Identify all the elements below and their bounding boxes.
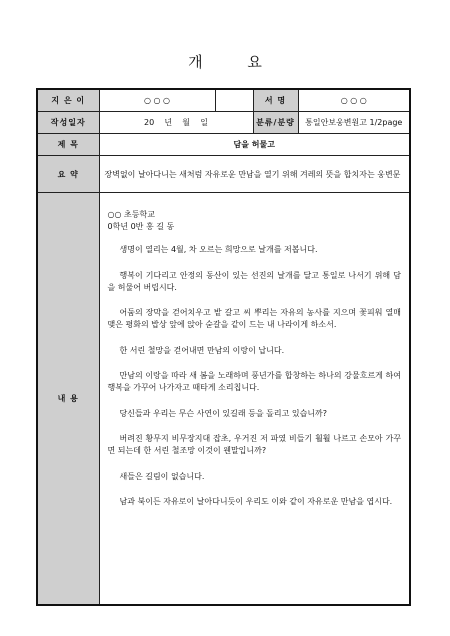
author-value: ○ ○ ○ (99, 89, 215, 112)
paragraph: 당신들과 우리는 무슨 사연이 있길래 등을 돌리고 있습니까? (119, 408, 328, 418)
summary-label: 요 약 (37, 156, 99, 193)
paragraph: 버려진 황무지 비무장지대 잡초, 우거진 저 파였 비들기 훨훨 나르고 손모아 가꾸면 되는데 한 서린 철조망 이것이 웬말입니까? (107, 434, 401, 455)
subject-value: 담을 허물고 (99, 134, 410, 156)
student-name: 0학년 0반 홍 길 동 (107, 222, 175, 231)
paragraph: 어둠의 장막을 걷어치우고 밭 갈고 씨 뿌리는 자유의 농사를 지으며 꽃피워 열매 맺은 평화의 밥상 앞에 앉아 숟갈을 같이 드는 내 나라이게 하소서. (107, 308, 401, 329)
reviewer-value: ○ ○ ○ (298, 89, 410, 112)
paragraph: 한 서린 철망을 걷어내면 만남의 이랑이 납니다. (119, 345, 285, 355)
date-value: 20 년 월 일 (99, 112, 253, 134)
page-title: 개 요 (188, 53, 282, 71)
category-label: 분류/분량 (253, 112, 298, 134)
paragraph: 행복이 기다리고 안정의 동산이 있는 선진의 날개를 달고 통일로 나서기 위해 담을 허물어 버립시다. (107, 270, 401, 292)
content-body (99, 193, 410, 606)
summary-value: 장벽없이 날아다니는 새처럼 자유로운 만남을 열기 위해 겨레의 뜻을 합치자는 웅변문 (99, 156, 410, 193)
paragraph: 남과 북이든 자유로이 날아다니듯이 우리도 이와 같이 자유로운 만남을 엽시다. (119, 497, 393, 506)
school-name: ○○ 초등학교 (107, 210, 155, 219)
date-label: 작성일자 (37, 112, 99, 134)
paragraph: 생명이 열리는 4월, 차 오르는 희망으로 날개를 저봅니다. (119, 245, 318, 254)
overview-form (36, 88, 411, 606)
paragraph: 새들은 길림이 없습니다. (119, 471, 205, 481)
content-label: 내 용 (37, 193, 99, 606)
author-label: 지 은 이 (37, 89, 99, 112)
reviewer-label: 서 명 (253, 89, 298, 112)
category-value: 통일안보웅변원고 1/2page (298, 112, 410, 134)
paragraph: 만남의 이랑을 따라 새 봄을 노래하며 풍년가를 합창하는 하나의 강물흐르게 하여 행복을 가꾸어 나가자고 때타게 소리칩니다. (107, 371, 401, 392)
subject-label: 제 목 (37, 134, 99, 156)
